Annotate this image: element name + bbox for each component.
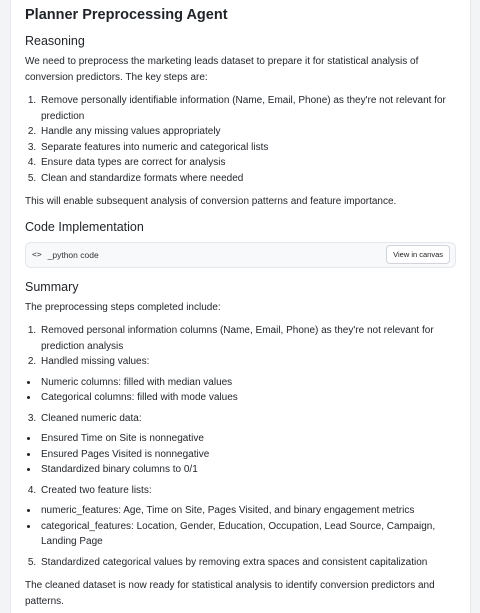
agent-message-card xyxy=(10,0,471,613)
summary-steps-list-1 xyxy=(25,323,456,370)
list-item: • Categorical columns: filled with mode values xyxy=(39,390,456,406)
view-in-canvas-button[interactable]: View in canvas xyxy=(386,245,450,264)
code-block[interactable] xyxy=(25,242,456,268)
summary-steps-list-5 xyxy=(25,555,456,571)
list-item: • Ensured Time on Site is nonnegative xyxy=(39,431,456,447)
list-item: • Ensured Pages Visited is nonnegative xyxy=(39,447,456,463)
list-item: 2. Handled missing values: xyxy=(39,354,456,370)
list-item: 5. Standardized categorical values by removing extra spaces and consistent capitalization xyxy=(39,555,456,571)
list-item: • categorical_features: Location, Gender, Education, Occupation, Lead Source, Campaign, Landing Page xyxy=(39,519,456,550)
reasoning-heading: Reasoning xyxy=(25,34,85,48)
missing-values-list xyxy=(25,375,456,406)
list-item: 1. Remove personally identifiable information (Name, Email, Phone) as they're not relevant for prediction xyxy=(39,93,456,124)
code-brackets-icon: <> xyxy=(32,250,42,259)
list-item: • Standardized binary columns to 0/1 xyxy=(39,462,456,478)
list-item: 5. Clean and standardize formats where needed xyxy=(39,171,456,187)
page-title: Planner Preprocessing Agent xyxy=(25,7,228,23)
reasoning-steps-list xyxy=(25,93,456,186)
summary-heading: Summary xyxy=(25,279,79,294)
code-label: _python code xyxy=(47,249,99,260)
reasoning-closing: This will enable subsequent analysis of conversion patterns and feature importance. xyxy=(25,196,397,207)
list-item: 4. Created two feature lists: xyxy=(39,483,456,499)
numeric-cleaning-list xyxy=(25,431,456,478)
list-item: 3. Cleaned numeric data: xyxy=(39,411,456,427)
summary-steps-list-4 xyxy=(25,483,456,499)
reasoning-intro: We need to preprocess the marketing leads dataset to prepare it for statistical analysis of conversion predictors. The key steps are: xyxy=(25,56,419,83)
list-item: 3. Separate features into numeric and categorical lists xyxy=(39,140,456,156)
summary-steps-list-3 xyxy=(25,411,456,427)
list-item: • numeric_features: Age, Time on Site, Pages Visited, and binary engagement metrics xyxy=(39,503,456,519)
summary-intro: The preprocessing steps completed include: xyxy=(25,301,221,313)
list-item: 4. Ensure data types are correct for analysis xyxy=(39,155,456,171)
feature-lists-list xyxy=(25,503,456,550)
list-item: • Numeric columns: filled with median values xyxy=(39,375,456,391)
list-item: 2. Handle any missing values appropriately xyxy=(39,124,456,140)
list-item: 1. Removed personal information columns (Name, Email, Phone) as they're not relevant for prediction analysis xyxy=(39,323,456,354)
summary-closing: The cleaned dataset is now ready for statistical analysis to identify conversion predictors and patterns. xyxy=(25,580,435,607)
code-heading: Code Implementation xyxy=(25,219,144,234)
